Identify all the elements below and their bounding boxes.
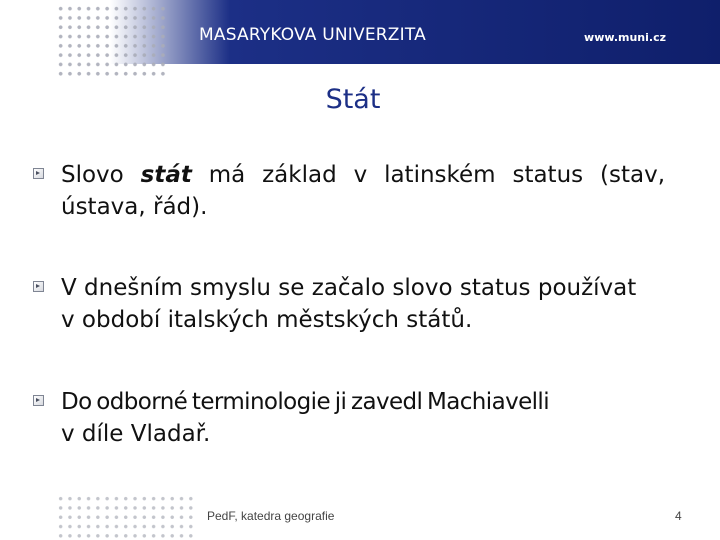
dot-pattern-top — [56, 4, 168, 76]
bullet-text-2 — [61, 272, 665, 336]
footer-text: PedF, katedra geografie — [207, 509, 335, 523]
bullet-text-3 — [61, 386, 665, 450]
slide-title — [0, 84, 720, 115]
bullet-3-line-1: Do odborné terminologie ji zavedl Machiavelli — [61, 389, 550, 415]
slide-title-text: Stát — [325, 84, 381, 115]
bullet-2-line-2: v období italských městských států. — [61, 307, 473, 333]
bullet-1-line-2: ústava, řád). — [61, 194, 208, 220]
bullet-arrow-icon — [33, 395, 44, 406]
bullet-arrow-icon — [33, 281, 44, 292]
bullet-arrow-icon — [33, 168, 44, 179]
university-name: MASARYKOVA UNIVERZITA — [199, 25, 426, 45]
bullet-1-emphasis: stát — [140, 162, 192, 188]
university-url: www.muni.cz — [584, 31, 666, 44]
bullet-1-text-start: Slovo — [61, 162, 141, 188]
page-number: 4 — [675, 509, 682, 523]
bullet-2-line-1: V dnešním smyslu se začalo slovo status používat — [61, 275, 637, 301]
bullet-3-line-2: v díle Vladař. — [61, 421, 211, 447]
bullet-text-1 — [61, 159, 665, 223]
bullet-1-line-1 — [61, 159, 665, 191]
bullet-1-text-end: má základ v latinském status (stav, — [191, 162, 666, 188]
dot-pattern-bottom — [56, 494, 196, 540]
